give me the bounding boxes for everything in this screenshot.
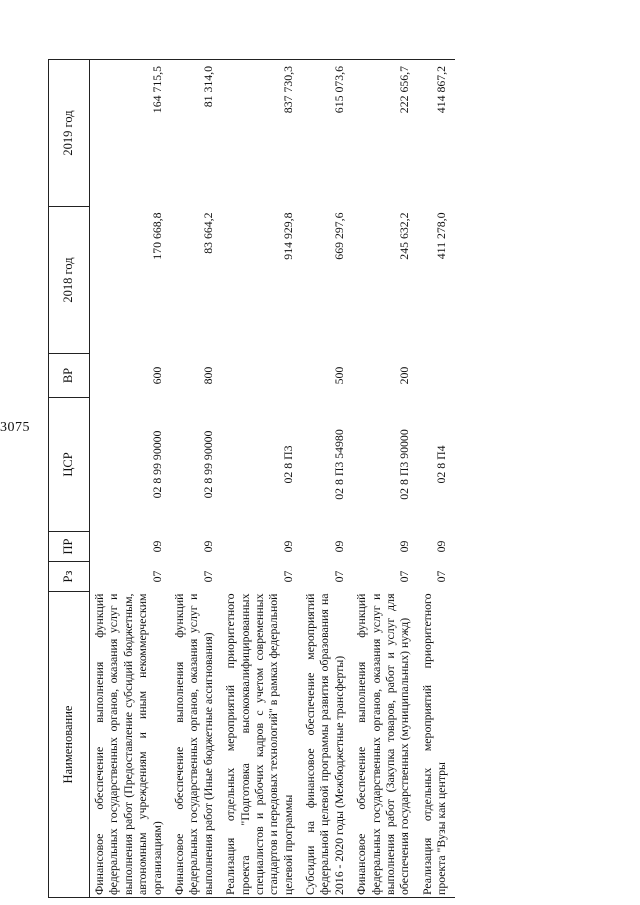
row-name: Реализация отдельных мероприятий приоритетного проекта "Вузы как центры: [418, 592, 455, 898]
row-2018: 170 668,8: [149, 212, 164, 260]
row-pr: 09: [397, 540, 412, 553]
budget-table-rotated: [48, 60, 604, 898]
row-vr: 800: [200, 366, 215, 385]
row-2018: 669 297,6: [331, 212, 346, 260]
row-csr: 02 8 П4: [434, 445, 449, 484]
row-pr: 09: [200, 540, 215, 553]
row-rz: 07: [397, 570, 412, 583]
row-2019: 222 656,7: [352, 60, 418, 207]
row-2019: 837 730,3: [221, 60, 301, 207]
header-2019: 2019 год: [49, 60, 90, 207]
row-name: Реализация отдельных мероприятий приоритетного проекта "Подготовка высококвалифицированных специалистов и рабочих кадров с учетом современных стандартов и передовых технологий" в рамках федеральной целевой программы: [221, 592, 301, 898]
row-2019: 81 314,0: [170, 60, 221, 207]
table-row: [170, 60, 221, 898]
row-2019: 164 715,5: [90, 60, 170, 207]
row-name: Финансовое обеспечение выполнения функций федеральных государственных органов, оказания услуг и выполнения работ (Закупка товаров, работ и услуг для обеспечения государственных (муниципальных) нужд): [352, 592, 418, 898]
row-2018: 245 632,2: [397, 212, 412, 260]
row-rz: 07: [331, 570, 346, 583]
table-row: [352, 60, 418, 898]
table-row: [418, 60, 455, 898]
table-row: [90, 60, 170, 898]
row-name: Финансовое обеспечение выполнения функций федеральных государственных органов, оказания услуг и выполнения работ (Иные бюджетные ассигнования): [170, 592, 221, 898]
row-pr: 09: [149, 540, 164, 553]
row-csr: 02 8 99 90000: [149, 430, 164, 499]
page-number: 3075: [0, 420, 30, 435]
row-name: Финансовое обеспечение выполнения функций федеральных государственных органов, оказания услуг и выполнения работ (Предоставление субсидий бюджетным, автономным учреждениям и иным некоммерческим организациям): [90, 592, 170, 898]
header-csr: ЦСР: [49, 398, 90, 532]
row-csr: 02 8 П3 54980: [331, 429, 346, 500]
row-rz: 07: [200, 570, 215, 583]
row-csr: 02 8 П3 90000: [397, 429, 412, 500]
row-vr: 500: [331, 366, 346, 385]
row-2019: 615 073,6: [301, 60, 352, 207]
row-vr: [418, 354, 455, 398]
row-pr: 09: [434, 540, 449, 553]
row-pr: 09: [331, 540, 346, 553]
header-2018: 2018 год: [49, 207, 90, 354]
row-csr: 02 8 П3: [280, 445, 295, 484]
row-vr: [221, 354, 301, 398]
row-rz: 07: [149, 570, 164, 583]
header-pr: ПР: [49, 532, 90, 562]
row-2018: 914 929,8: [280, 212, 295, 260]
page-number-strip: [0, 0, 30, 905]
row-vr: 600: [149, 366, 164, 385]
table-row: [221, 60, 301, 898]
header-name: Наименование: [49, 592, 90, 898]
budget-table: [48, 59, 455, 898]
row-vr: 200: [397, 366, 412, 385]
row-2019: 414 867,2: [418, 60, 455, 207]
row-csr: 02 8 99 90000: [200, 430, 215, 499]
row-rz: 07: [280, 570, 295, 583]
row-2018: 83 664,2: [200, 212, 215, 254]
header-vr: ВР: [49, 354, 90, 398]
table-row: [301, 60, 352, 898]
row-rz: 07: [434, 570, 449, 583]
row-name: Субсидии на финансовое обеспечение мероприятий федеральной целевой программы развития образования на 2016 - 2020 годы (Межбюджетные трансферты): [301, 592, 352, 898]
header-rz: Рз: [49, 562, 90, 592]
row-2018: 411 278,0: [434, 212, 449, 260]
table-header-row: [49, 60, 90, 898]
row-pr: 09: [280, 540, 295, 553]
